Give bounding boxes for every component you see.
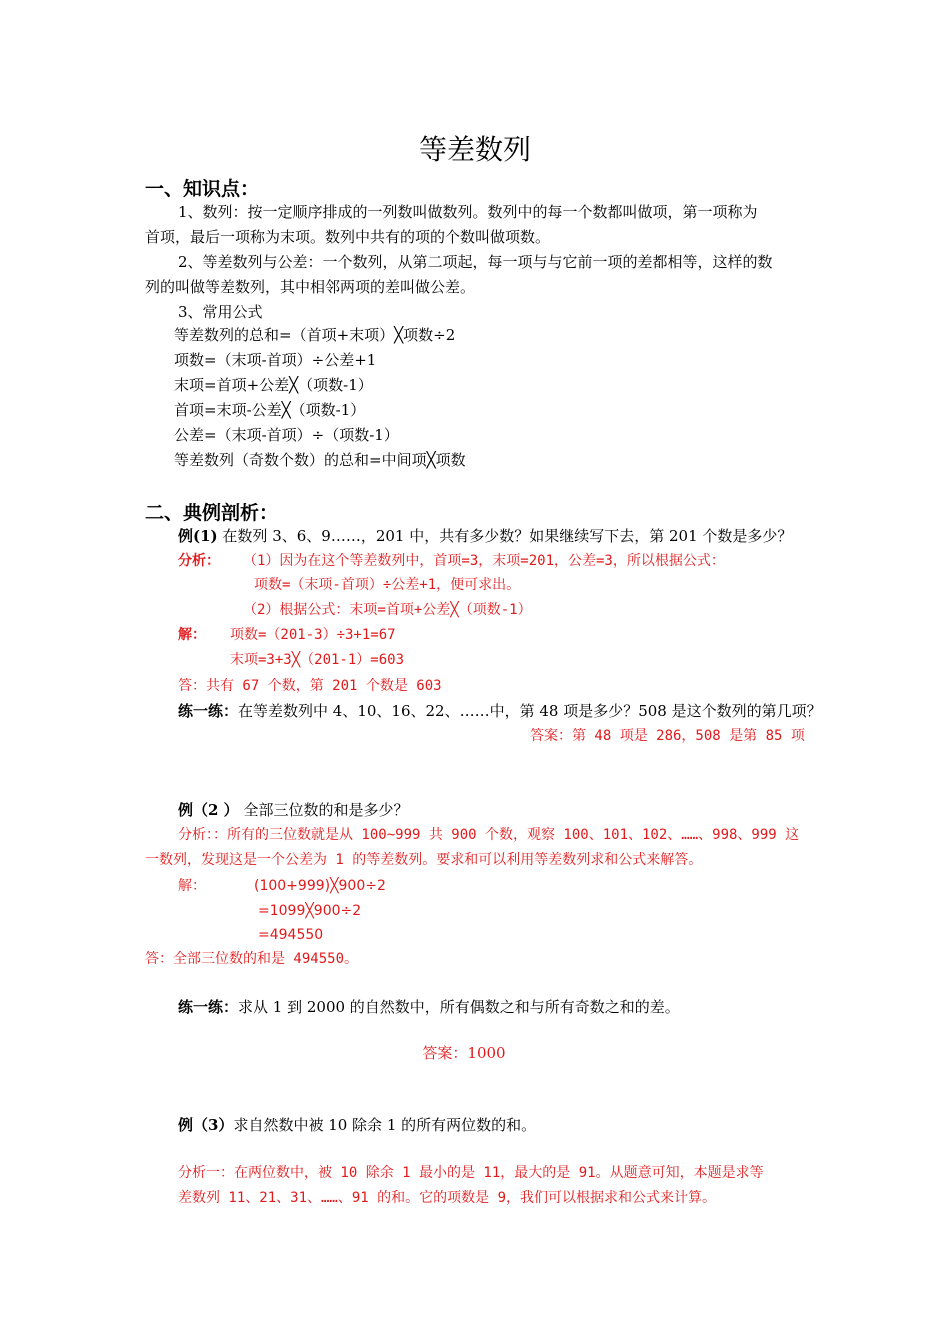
example-3-analysis-2: 差数列 11、21、31、……、91 的和。它的项数是 9，我们可以根据求和公式来计算。 bbox=[178, 1190, 717, 1206]
section-heading-examples: 二、典例剖析： bbox=[145, 502, 279, 524]
example-3-text: 求自然数中被 10 除余 1 的所有两位数的和。 bbox=[233, 1116, 537, 1134]
example-2-text: 全部三位数的和是多少？ bbox=[243, 801, 409, 819]
example-1-analysis-1b: 项数=（末项-首项）÷公差+1，便可求出。 bbox=[254, 577, 521, 593]
practice-2 bbox=[178, 997, 680, 1017]
paragraph-sequence-def: 1、数列：按一定顺序排成的一列数叫做数列。数列中的每一个数都叫做项，第一项称为 bbox=[178, 203, 758, 221]
example-2-solution-1: (100+999)╳900÷2 bbox=[254, 878, 386, 894]
practice-2-label: 练一练： bbox=[178, 998, 239, 1016]
formula-count: 项数=（末项-首项）÷公差+1 bbox=[174, 351, 377, 369]
practice-1-answer: 答案：第 48 项是 286，508 是第 85 项 bbox=[530, 728, 805, 744]
example-2-analysis-2: 一数列，发现这是一个公差为 1 的等差数列。要求和可以利用等差数列求和公式来解答。 bbox=[145, 852, 703, 868]
example-1-solution-2: 末项=3+3╳（201-1）=603 bbox=[230, 652, 405, 668]
formulas-heading: 3、常用公式 bbox=[178, 303, 263, 321]
example-1-text: 在数列 3、6、9……，201 中，共有多少数？如果继续写下去，第 201 个数是多少？ bbox=[222, 527, 793, 545]
example-3-analysis-1: 分析一：在两位数中，被 10 除余 1 最小的是 11，最大的是 91。从题意可知，本题是求等 bbox=[178, 1165, 764, 1181]
formula-sum: 等差数列的总和=（首项+末项）╳项数÷2 bbox=[174, 326, 456, 344]
practice-1 bbox=[178, 701, 822, 721]
paragraph-sequence-def-cont: 首项，最后一项称为末项。数列中共有的项的个数叫做项数。 bbox=[145, 228, 551, 246]
practice-2-answer: 答案：1000 bbox=[422, 1044, 506, 1062]
formula-last: 末项=首项+公差╳（项数-1） bbox=[174, 376, 373, 394]
formula-diff: 公差=（末项-首项）÷（项数-1） bbox=[174, 426, 399, 444]
paragraph-arith-def-cont: 列的叫做等差数列，其中相邻两项的差叫做公差。 bbox=[145, 278, 476, 296]
example-2-solution-3: =494550 bbox=[258, 927, 324, 943]
practice-2-text: 求从 1 到 2000 的自然数中，所有偶数之和与所有奇数之和的差。 bbox=[238, 998, 680, 1016]
example-3-question bbox=[178, 1115, 536, 1135]
example-2-question bbox=[178, 800, 408, 820]
example-3-label: 例（3） bbox=[178, 1116, 234, 1134]
example-1-analysis-2: （2）根据公式：末项=首项+公差╳（项数-1） bbox=[243, 602, 532, 618]
practice-1-text: 在等差数列中 4、10、16、22、……中，第 48 项是多少？508 是这个数列的第几项？ bbox=[238, 702, 822, 720]
example-1-label: 例(1) bbox=[178, 527, 218, 545]
example-1-question bbox=[178, 526, 792, 546]
example-1-analysis-1: （1）因为在这个等差数列中，首项=3，末项=201，公差=3，所以根据公式： bbox=[243, 553, 725, 569]
example-2-analysis-1: 分析：：所有的三位数就是从 100~999 共 900 个数，观察 100、101、102、……、998、999 这 bbox=[178, 827, 800, 843]
example-2-solution-2: =1099╳900÷2 bbox=[258, 903, 362, 919]
example-1-solution-1: 项数=（201-3）÷3+1=67 bbox=[230, 627, 396, 643]
example-2-solution-label: 解： bbox=[178, 878, 206, 894]
formula-first: 首项=末项-公差╳（项数-1） bbox=[174, 401, 366, 419]
example-1-solution-label: 解： bbox=[178, 627, 206, 643]
example-2-label: 例（2 ） bbox=[178, 801, 239, 819]
example-2-answer: 答：全部三位数的和是 494550。 bbox=[145, 951, 359, 967]
example-1-answer: 答：共有 67 个数，第 201 个数是 603 bbox=[178, 678, 442, 694]
practice-1-label: 练一练： bbox=[178, 702, 239, 720]
formula-odd-sum: 等差数列（奇数个数）的总和=中间项╳项数 bbox=[174, 451, 466, 469]
page-title: 等差数列 bbox=[418, 133, 531, 166]
paragraph-arith-def: 2、等差数列与公差：一个数列，从第二项起，每一项与与它前一项的差都相等，这样的数 bbox=[178, 253, 773, 271]
example-1-analysis-label: 分析： bbox=[178, 553, 220, 569]
section-heading-knowledge: 一、知识点： bbox=[145, 178, 260, 200]
